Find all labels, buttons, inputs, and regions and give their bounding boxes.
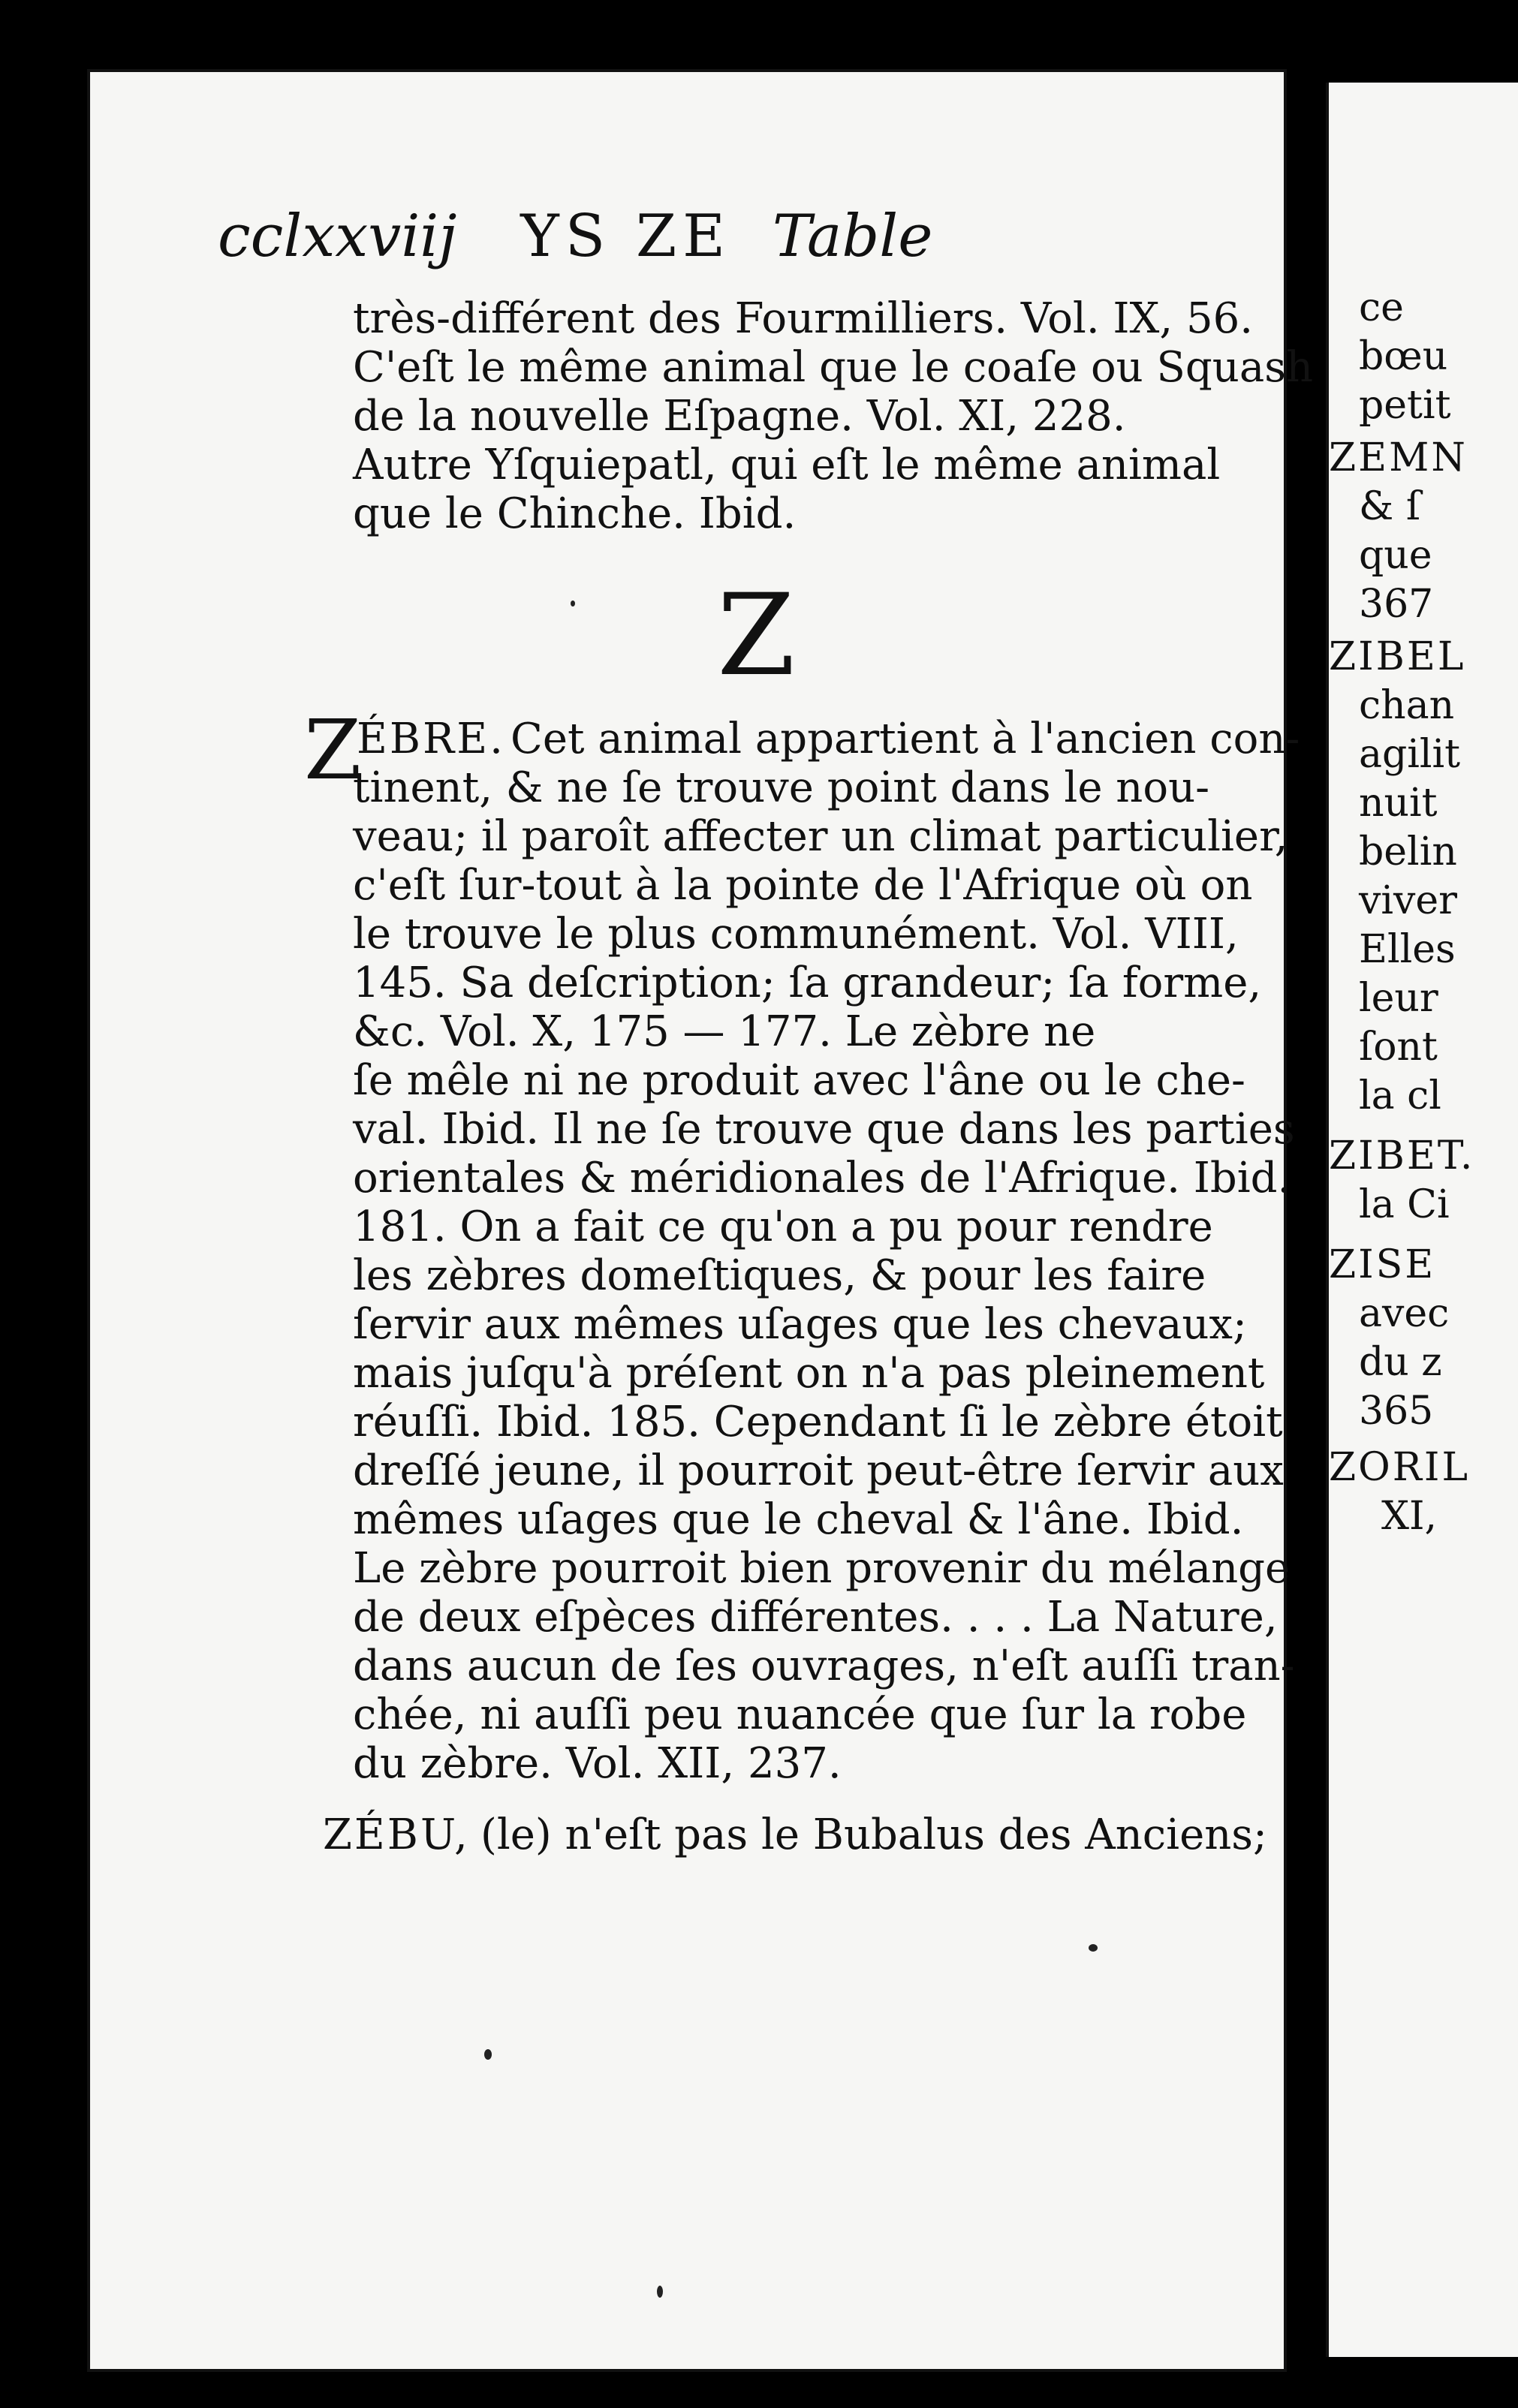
- text-line: ſont: [1359, 1025, 1438, 1070]
- text-line: la Ci: [1359, 1182, 1450, 1227]
- text-line: ce: [1359, 285, 1404, 330]
- text-line: ZEMN: [1329, 435, 1468, 480]
- text-line: 365: [1359, 1389, 1434, 1434]
- text-line: agilit: [1359, 732, 1461, 777]
- text-line: ZIBEL: [1329, 634, 1466, 679]
- text-line: la cl: [1359, 1073, 1441, 1118]
- text-line: que le Chinche. Ibid.: [353, 489, 797, 538]
- text-line: ZISE: [1329, 1242, 1436, 1287]
- text-line: petit: [1359, 383, 1451, 428]
- text-line: du zèbre. Vol. XII, 237.: [353, 1739, 842, 1788]
- text-line: dreſſé jeune, il pourroit peut-être ſervir aux: [353, 1446, 1284, 1495]
- text-line: Autre Yſquiepatl, qui eſt le même animal: [353, 441, 1221, 489]
- text-line: tinent, & ne ſe trouve point dans le nou-: [353, 763, 1210, 812]
- text-line: 181. On a fait ce qu'on a pu pour rendre: [353, 1202, 1213, 1251]
- text-line: Le zèbre pourroit bien provenir du mélange: [353, 1544, 1291, 1593]
- text-line: chée, ni auſſi peu nuancée que ſur la robe: [353, 1690, 1247, 1739]
- text-line: XI,: [1381, 1494, 1438, 1539]
- text-line: chan: [1359, 683, 1455, 728]
- text-line: belin: [1359, 829, 1457, 874]
- headword: ÉBRE.: [357, 715, 505, 763]
- text-line: Elles: [1359, 927, 1456, 972]
- header-table: Table: [772, 203, 933, 270]
- text-line: &c. Vol. X, 175 — 177. Le zèbre ne: [353, 1007, 1096, 1056]
- header-letters: YS ZE: [520, 203, 732, 270]
- text-line: ſervir aux mêmes uſages que les chevaux;: [353, 1300, 1247, 1349]
- text-line: C'eſt le même animal que le coaſe ou Squash: [353, 343, 1314, 392]
- ink-speck: [1089, 1944, 1098, 1952]
- text-line: du z: [1359, 1340, 1442, 1385]
- ink-speck: [571, 600, 575, 607]
- text-line: de la nouvelle Eſpagne. Vol. XI, 228.: [353, 392, 1126, 441]
- dropcap: Z: [304, 702, 362, 798]
- text-line: mais juſqu'à préſent on n'a pas pleinement: [353, 1349, 1265, 1398]
- text-line: orientales & méridionales de l'Afrique. Ibid.: [353, 1154, 1291, 1202]
- text-line: val. Ibid. Il ne ſe trouve que dans les parties: [353, 1105, 1295, 1154]
- text-line: dans aucun de ſes ouvrages, n'eſt auſſi tran-: [353, 1642, 1295, 1690]
- right-page: [1326, 83, 1518, 2357]
- text-line: que: [1359, 533, 1432, 578]
- text-line: ZORIL: [1329, 1445, 1470, 1490]
- text-line: très-différent des Fourmilliers. Vol. IX, 56.: [353, 294, 1254, 343]
- text-line: veau; il paroît affecter un climat particulier,: [353, 812, 1288, 861]
- running-header: [218, 203, 1224, 285]
- text-line: bœu: [1359, 334, 1448, 379]
- ink-speck: [657, 2286, 663, 2298]
- headword: ZÉBU,: [323, 1811, 470, 1859]
- text-line: 367: [1359, 582, 1434, 627]
- text-line: les zèbres domeſtiques, & pour les faire: [353, 1251, 1206, 1300]
- text-line: réuſſi. Ibid. 185. Cependant ſi le zèbre étoit: [353, 1398, 1283, 1446]
- text-line: le trouve le plus communément. Vol. VIII,: [353, 910, 1239, 959]
- text-line: mêmes uſages que le cheval & l'âne. Ibid.: [353, 1495, 1244, 1544]
- text-line: ſe mêle ni ne produit avec l'âne ou le che-: [353, 1056, 1245, 1105]
- text-line: ZIBET.: [1329, 1133, 1475, 1178]
- text-line: avec: [1359, 1291, 1450, 1336]
- text-line: leur: [1359, 976, 1438, 1021]
- page-number: cclxxviij: [218, 203, 457, 270]
- text-line: 145. Sa deſcription; ſa grandeur; ſa forme,: [353, 959, 1262, 1007]
- text-line: (le) n'eſt pas le Bubalus des Anciens;: [480, 1811, 1267, 1859]
- text-line: Cet animal appartient à l'ancien con-: [511, 715, 1300, 763]
- text-line: de deux eſpèces différentes. . . . La Nature,: [353, 1593, 1278, 1642]
- ink-speck: [484, 2049, 492, 2060]
- text-line: & ſ: [1359, 484, 1421, 529]
- section-letter: Z: [717, 570, 796, 701]
- text-line: nuit: [1359, 781, 1438, 826]
- text-line: c'eſt ſur-tout à la pointe de l'Afrique où on: [353, 861, 1253, 910]
- text-line: viver: [1359, 878, 1458, 923]
